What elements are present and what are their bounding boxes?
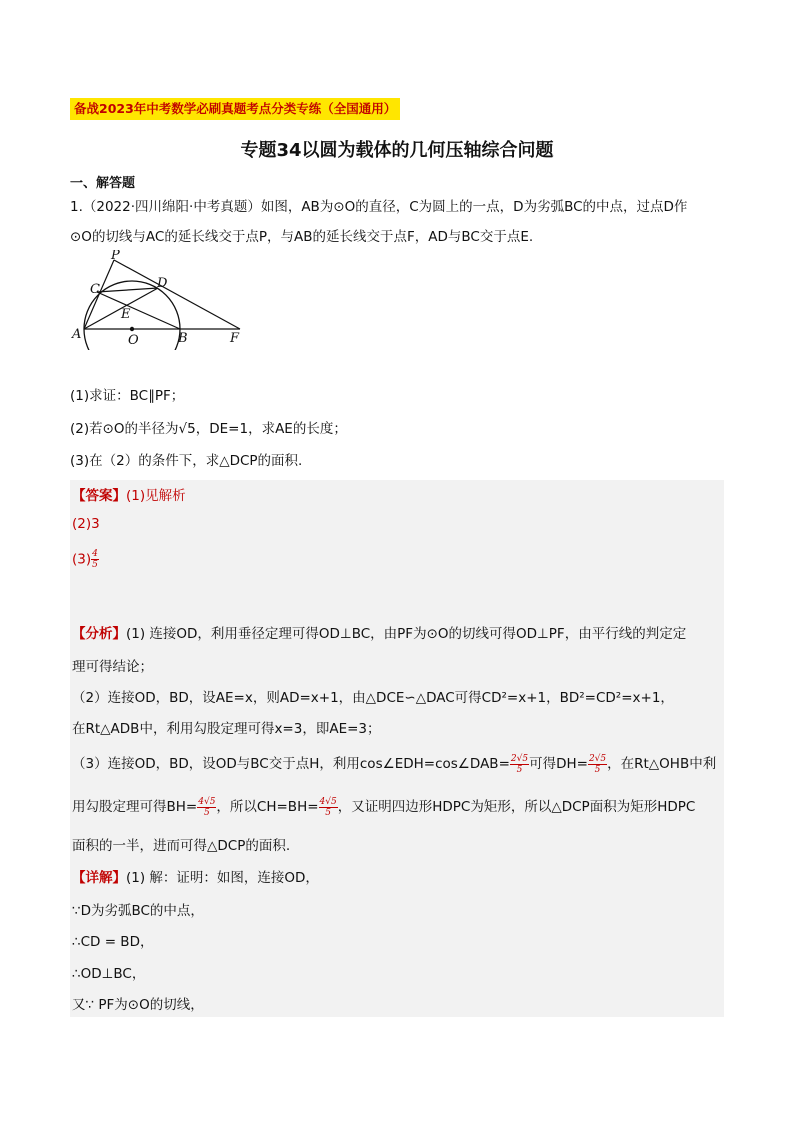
label-B: B bbox=[178, 331, 188, 346]
question-line-1: 1.（2022·四川绵阳·中考真题）如图，AB为⊙O的直径，C为圆上的一点，D为劣弧BC的中点，过点D作 bbox=[70, 199, 688, 215]
answer-tag: 【答案】 bbox=[72, 488, 126, 504]
analysis-line-2: 理可得结论； bbox=[72, 659, 153, 675]
answer-1: (1)见解析 bbox=[126, 488, 186, 504]
label-O: O bbox=[128, 333, 139, 348]
analysis-line-3: （2）连接OD，BD，设AE=x，则AD=x+1，由△DCE∽△DAC可得CD²=x+1，BD²=CD²=x+1， bbox=[72, 690, 674, 706]
question-part-2: (2)若⊙O的半径为√5，DE=1，求AE的长度； bbox=[70, 421, 347, 437]
label-E: E bbox=[121, 307, 131, 322]
answer-3-fraction: $\frac{4}{5}$ bbox=[92, 549, 98, 570]
fraction-2-root5-b: $\frac{2√5}{5}$ bbox=[588, 753, 607, 775]
analysis-line-4: 在Rt△ADB中，利用勾股定理可得x=3，即AE=3； bbox=[72, 721, 381, 737]
fraction-4-root5-a: $\frac{4√5}{5}$ bbox=[198, 796, 216, 818]
label-C: C bbox=[90, 282, 100, 297]
fraction-4-root5-b: $\frac{4√5}{5}$ bbox=[319, 796, 337, 818]
detail-line-5: 又∵ PF为⊙O的切线， bbox=[72, 997, 204, 1013]
answer-panel bbox=[70, 480, 724, 1017]
answer-3-prefix: (3) bbox=[72, 551, 92, 568]
section-heading: 一、解答题 bbox=[70, 176, 136, 191]
detail-tag: 【详解】 bbox=[72, 870, 126, 886]
label-F: F bbox=[230, 331, 240, 346]
label-P: P bbox=[111, 250, 120, 263]
answer-line-1 bbox=[72, 484, 186, 504]
detail-line-4: ∴OD⊥BC， bbox=[72, 966, 146, 982]
series-banner: 备战2023年中考数学必刷真题考点分类专练（全国通用） bbox=[70, 98, 400, 120]
page-title: 专题34以圆为载体的几何压轴综合问题 bbox=[240, 140, 554, 161]
analysis-line-5: （3）连接OD，BD，设OD与BC交于点H，利用cos∠EDH=cos∠DAB= $\frac{2√5}{5}$ 可得DH= $\frac{2√5}{5}$ ，在Rt△OHB中利 bbox=[72, 753, 717, 775]
label-D: D bbox=[157, 276, 168, 291]
question-part-3: (3)在（2）的条件下，求△DCP的面积. bbox=[70, 453, 303, 469]
detail-line-1: 【详解】(1) 解：证明：如图，连接OD， bbox=[72, 870, 319, 886]
geometry-figure bbox=[66, 250, 256, 350]
answer-3 bbox=[72, 549, 99, 570]
detail-line-2: ∵D为劣弧BC的中点， bbox=[72, 903, 204, 919]
analysis-line-6: 用勾股定理可得BH= $\frac{4√5}{5}$ ，所以CH=BH= $\frac{4√5}{5}$ ，又证明四边形HDPC为矩形，所以△DCP面积为矩形HDPC bbox=[72, 796, 696, 818]
question-line-2: ⊙O的切线与AC的延长线交于点P，与AB的延长线交于点F，AD与BC交于点E. bbox=[70, 229, 534, 245]
analysis-tag: 【分析】 bbox=[72, 626, 126, 642]
label-A: A bbox=[72, 327, 82, 342]
detail-line-3: ∴CD = BD， bbox=[72, 934, 154, 950]
answer-2: (2)3 bbox=[72, 516, 100, 532]
analysis-line-7: 面积的一半，进而可得△DCP的面积. bbox=[72, 838, 291, 854]
analysis-line-1: 【分析】(1) 连接OD，利用垂径定理可得OD⊥BC，由PF为⊙O的切线可得OD⊥PF，由平行线的判定定 bbox=[72, 626, 687, 642]
question-part-1: (1)求证：BC∥PF； bbox=[70, 388, 185, 404]
fraction-2-root5-a: $\frac{2√5}{5}$ bbox=[510, 753, 529, 775]
